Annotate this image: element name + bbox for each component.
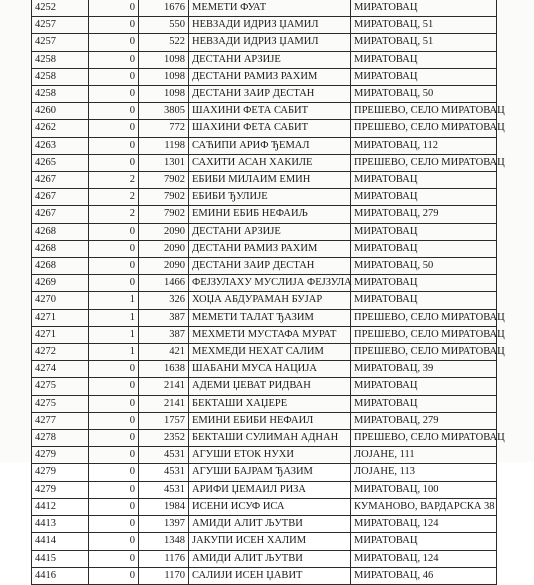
area-cell: 1098	[139, 68, 189, 85]
owner-name-cell: ЕМИНИ ЕБИБИ НЕФАИЛ	[189, 412, 351, 429]
part-number-cell: 0	[89, 137, 139, 154]
owner-name-cell: БЕКТАШИ СУЛИМАН АДНАН	[189, 430, 351, 447]
table-row	[32, 51, 497, 68]
area-cell: 1638	[139, 361, 189, 378]
area-cell: 2090	[139, 240, 189, 257]
owner-name-cell: САЋИПИ АРИФ ЂЕМАЛ	[189, 137, 351, 154]
address-cell: МИРАТОВАЦ, 39	[351, 361, 497, 378]
area-cell: 2090	[139, 223, 189, 240]
address-cell: ПРЕШЕВО, СЕЛО МИРАТОВАЦ	[351, 120, 497, 137]
parcel-number-cell: 4267	[32, 206, 89, 223]
table-row	[32, 447, 497, 464]
part-number-cell: 0	[89, 275, 139, 292]
address-cell: МИРАТОВАЦ	[351, 0, 497, 17]
address-cell: МИРАТОВАЦ	[351, 223, 497, 240]
owner-name-cell: МЕХМЕТИ МУСТАФА МУРАТ	[189, 326, 351, 343]
part-number-cell: 0	[89, 430, 139, 447]
address-cell: ПРЕШЕВО, СЕЛО МИРАТОВАЦ	[351, 326, 497, 343]
owner-name-cell: ДЕСТАНИ ЗАИР ДЕСТАН	[189, 86, 351, 103]
owner-name-cell: САХИТИ АСАН ХАКИЛЕ	[189, 154, 351, 171]
owner-name-cell: ЕБИБИ МИЛАИМ ЕМИН	[189, 172, 351, 189]
address-cell: МИРАТОВАЦ, 46	[351, 567, 497, 584]
part-number-cell: 0	[89, 103, 139, 120]
table-row	[32, 172, 497, 189]
address-cell: МИРАТОВАЦ	[351, 172, 497, 189]
address-cell: ПРЕШЕВО, СЕЛО МИРАТОВАЦ	[351, 309, 497, 326]
owner-name-cell: ФЕЈЗУЛАХУ МУСЛИЈА ФЕЈЗУЛА	[189, 275, 351, 292]
owner-name-cell: ДЕСТАНИ АРЗИЈЕ	[189, 51, 351, 68]
area-cell: 1397	[139, 516, 189, 533]
owner-name-cell: ЕБИБИ ЂУЛИЈЕ	[189, 189, 351, 206]
area-cell: 1757	[139, 412, 189, 429]
table-row	[32, 258, 497, 275]
part-number-cell: 2	[89, 172, 139, 189]
owner-name-cell: ДЕСТАНИ РАМИЗ РАХИМ	[189, 68, 351, 85]
address-cell: МИРАТОВАЦ	[351, 189, 497, 206]
address-cell: МИРАТОВАЦ, 124	[351, 516, 497, 533]
parcel-number-cell: 4277	[32, 412, 89, 429]
owner-name-cell: АГУШИ БАЈРАМ ЂАЗИМ	[189, 464, 351, 481]
owner-name-cell: ДЕСТАНИ АРЗИЈЕ	[189, 223, 351, 240]
parcel-number-cell: 4279	[32, 447, 89, 464]
part-number-cell: 0	[89, 378, 139, 395]
parcel-number-cell: 4262	[32, 120, 89, 137]
parcel-number-cell: 4416	[32, 567, 89, 584]
owner-name-cell: АМИДИ АЛИТ ЉУТВИ	[189, 550, 351, 567]
part-number-cell: 0	[89, 361, 139, 378]
part-number-cell: 0	[89, 0, 139, 17]
parcel-number-cell: 4271	[32, 326, 89, 343]
table-row	[32, 223, 497, 240]
parcel-number-cell: 4268	[32, 240, 89, 257]
area-cell: 7902	[139, 189, 189, 206]
area-cell: 522	[139, 34, 189, 51]
table-row	[32, 154, 497, 171]
part-number-cell: 0	[89, 120, 139, 137]
address-cell: МИРАТОВАЦ, 279	[351, 206, 497, 223]
table-row	[32, 309, 497, 326]
owner-name-cell: ХОЏА АБДУРАМАН БУЈАР	[189, 292, 351, 309]
part-number-cell: 0	[89, 395, 139, 412]
parcel-number-cell: 4260	[32, 103, 89, 120]
area-cell: 7902	[139, 206, 189, 223]
table-row	[32, 292, 497, 309]
part-number-cell: 0	[89, 154, 139, 171]
address-cell: МИРАТОВАЦ, 112	[351, 137, 497, 154]
parcel-number-cell: 4272	[32, 344, 89, 361]
owner-name-cell: ШАБАНИ МУСА НАЦИЈА	[189, 361, 351, 378]
table-row	[32, 240, 497, 257]
owner-name-cell: ЈАКУПИ ИСЕН ХАЛИМ	[189, 533, 351, 550]
address-cell: ЛОЈАНЕ, 111	[351, 447, 497, 464]
part-number-cell: 0	[89, 240, 139, 257]
owner-name-cell: ДЕСТАНИ ЗАИР ДЕСТАН	[189, 258, 351, 275]
table-row	[32, 430, 497, 447]
part-number-cell: 0	[89, 498, 139, 515]
table-row	[32, 533, 497, 550]
table-row	[32, 378, 497, 395]
owner-name-cell: АДЕМИ ЏЕВАТ РИДВАН	[189, 378, 351, 395]
table-row	[32, 361, 497, 378]
owner-name-cell: АГУШИ ЕТОК НУХИ	[189, 447, 351, 464]
table-row	[32, 206, 497, 223]
area-cell: 4531	[139, 447, 189, 464]
area-cell: 1348	[139, 533, 189, 550]
area-cell: 2141	[139, 378, 189, 395]
address-cell: ПРЕШЕВО, СЕЛО МИРАТОВАЦ	[351, 103, 497, 120]
area-cell: 1098	[139, 86, 189, 103]
parcel-number-cell: 4257	[32, 34, 89, 51]
part-number-cell: 0	[89, 516, 139, 533]
table-row	[32, 481, 497, 498]
area-cell: 387	[139, 326, 189, 343]
parcel-number-cell: 4258	[32, 86, 89, 103]
parcel-number-cell: 4413	[32, 516, 89, 533]
area-cell: 326	[139, 292, 189, 309]
parcel-number-cell: 4275	[32, 395, 89, 412]
address-cell: МИРАТОВАЦ, 124	[351, 550, 497, 567]
area-cell: 387	[139, 309, 189, 326]
owner-name-cell: ИСЕНИ ИСУФ ИСА	[189, 498, 351, 515]
area-cell: 1984	[139, 498, 189, 515]
address-cell: МИРАТОВАЦ, 51	[351, 34, 497, 51]
address-cell: МИРАТОВАЦ	[351, 275, 497, 292]
owner-name-cell: МЕМЕТИ ФУАТ	[189, 0, 351, 17]
area-cell: 1301	[139, 154, 189, 171]
area-cell: 772	[139, 120, 189, 137]
table-row	[32, 17, 497, 34]
table-row	[32, 395, 497, 412]
area-cell: 4531	[139, 464, 189, 481]
part-number-cell: 1	[89, 344, 139, 361]
address-cell: МИРАТОВАЦ	[351, 68, 497, 85]
parcel-number-cell: 4279	[32, 481, 89, 498]
land-register-table	[31, 0, 505, 585]
address-cell: МИРАТОВАЦ	[351, 533, 497, 550]
owner-name-cell: НЕВЗАДИ ИДРИЗ ЏАМИЛ	[189, 34, 351, 51]
address-cell: МИРАТОВАЦ	[351, 51, 497, 68]
address-cell: ЛОЈАНЕ, 113	[351, 464, 497, 481]
address-cell: МИРАТОВАЦ, 51	[351, 17, 497, 34]
area-cell: 1466	[139, 275, 189, 292]
table-row	[32, 103, 497, 120]
parcel-number-cell: 4279	[32, 464, 89, 481]
table-row	[32, 86, 497, 103]
owner-name-cell: АМИДИ АЛИТ ЉУТВИ	[189, 516, 351, 533]
owner-name-cell: ШАХИНИ ФЕТА САБИТ	[189, 103, 351, 120]
part-number-cell: 0	[89, 447, 139, 464]
parcel-number-cell: 4268	[32, 258, 89, 275]
parcel-number-cell: 4412	[32, 498, 89, 515]
table-row	[32, 275, 497, 292]
table-row	[32, 567, 497, 584]
parcel-number-cell: 4415	[32, 550, 89, 567]
table-row	[32, 464, 497, 481]
area-cell: 2352	[139, 430, 189, 447]
part-number-cell: 0	[89, 567, 139, 584]
parcel-number-cell: 4252	[32, 0, 89, 17]
owner-name-cell: НЕВЗАДИ ИДРИЗ ЏАМИЛ	[189, 17, 351, 34]
parcel-number-cell: 4268	[32, 223, 89, 240]
area-cell: 1198	[139, 137, 189, 154]
table-row	[32, 137, 497, 154]
part-number-cell: 2	[89, 189, 139, 206]
parcel-number-cell: 4270	[32, 292, 89, 309]
parcel-number-cell: 4267	[32, 189, 89, 206]
address-cell: МИРАТОВАЦ	[351, 240, 497, 257]
parcel-number-cell: 4258	[32, 68, 89, 85]
address-cell: МИРАТОВАЦ, 50	[351, 258, 497, 275]
table-row	[32, 344, 497, 361]
parcel-number-cell: 4275	[32, 378, 89, 395]
area-cell: 2141	[139, 395, 189, 412]
address-cell: ПРЕШЕВО, СЕЛО МИРАТОВАЦ	[351, 344, 497, 361]
part-number-cell: 0	[89, 86, 139, 103]
area-cell: 1676	[139, 0, 189, 17]
part-number-cell: 0	[89, 68, 139, 85]
owner-name-cell: МЕХМЕДИ НЕХАТ САЛИМ	[189, 344, 351, 361]
parcel-number-cell: 4274	[32, 361, 89, 378]
area-cell: 7902	[139, 172, 189, 189]
table-row	[32, 34, 497, 51]
area-cell: 1098	[139, 51, 189, 68]
area-cell: 3805	[139, 103, 189, 120]
owner-name-cell: САЛИЈИ ИСЕН ЏАВИТ	[189, 567, 351, 584]
address-cell: МИРАТОВАЦ	[351, 292, 497, 309]
parcel-number-cell: 4265	[32, 154, 89, 171]
table-row	[32, 550, 497, 567]
parcel-number-cell: 4269	[32, 275, 89, 292]
area-cell: 421	[139, 344, 189, 361]
parcel-number-cell: 4257	[32, 17, 89, 34]
part-number-cell: 0	[89, 34, 139, 51]
address-cell: МИРАТОВАЦ	[351, 378, 497, 395]
part-number-cell: 0	[89, 533, 139, 550]
area-cell: 550	[139, 17, 189, 34]
part-number-cell: 0	[89, 258, 139, 275]
table-row	[32, 120, 497, 137]
owner-name-cell: МЕМЕТИ ТАЛАТ ЂАЗИМ	[189, 309, 351, 326]
area-cell: 4531	[139, 481, 189, 498]
table-row	[32, 0, 497, 17]
part-number-cell: 0	[89, 550, 139, 567]
parcel-number-cell: 4278	[32, 430, 89, 447]
address-cell: ПРЕШЕВО, СЕЛО МИРАТОВАЦ	[351, 430, 497, 447]
parcel-number-cell: 4414	[32, 533, 89, 550]
part-number-cell: 0	[89, 412, 139, 429]
table-row	[32, 412, 497, 429]
owner-name-cell: ДЕСТАНИ РАМИЗ РАХИМ	[189, 240, 351, 257]
owner-name-cell: БЕКТАШИ ХАЏЕРЕ	[189, 395, 351, 412]
parcel-number-cell: 4258	[32, 51, 89, 68]
area-cell: 2090	[139, 258, 189, 275]
address-cell: КУМАНОВО, ВАРДАРСКА 38	[351, 498, 497, 515]
table-row	[32, 498, 497, 515]
owner-name-cell: АРИФИ ЏЕМАИЛ РИЗА	[189, 481, 351, 498]
owner-name-cell: ШАХИНИ ФЕТА САБИТ	[189, 120, 351, 137]
part-number-cell: 0	[89, 223, 139, 240]
area-cell: 1176	[139, 550, 189, 567]
address-cell: МИРАТОВАЦ	[351, 395, 497, 412]
part-number-cell: 1	[89, 326, 139, 343]
parcel-number-cell: 4263	[32, 137, 89, 154]
part-number-cell: 0	[89, 464, 139, 481]
address-cell: МИРАТОВАЦ, 50	[351, 86, 497, 103]
owner-name-cell: ЕМИНИ ЕБИБ НЕФАИЉ	[189, 206, 351, 223]
table-row	[32, 68, 497, 85]
address-cell: МИРАТОВАЦ, 100	[351, 481, 497, 498]
table-row	[32, 189, 497, 206]
part-number-cell: 0	[89, 17, 139, 34]
part-number-cell: 0	[89, 481, 139, 498]
part-number-cell: 2	[89, 206, 139, 223]
address-cell: МИРАТОВАЦ, 279	[351, 412, 497, 429]
address-cell: ПРЕШЕВО, СЕЛО МИРАТОВАЦ	[351, 154, 497, 171]
area-cell: 1170	[139, 567, 189, 584]
part-number-cell: 1	[89, 309, 139, 326]
table-row	[32, 516, 497, 533]
parcel-number-cell: 4267	[32, 172, 89, 189]
part-number-cell: 1	[89, 292, 139, 309]
table-row	[32, 326, 497, 343]
part-number-cell: 0	[89, 51, 139, 68]
parcel-number-cell: 4271	[32, 309, 89, 326]
